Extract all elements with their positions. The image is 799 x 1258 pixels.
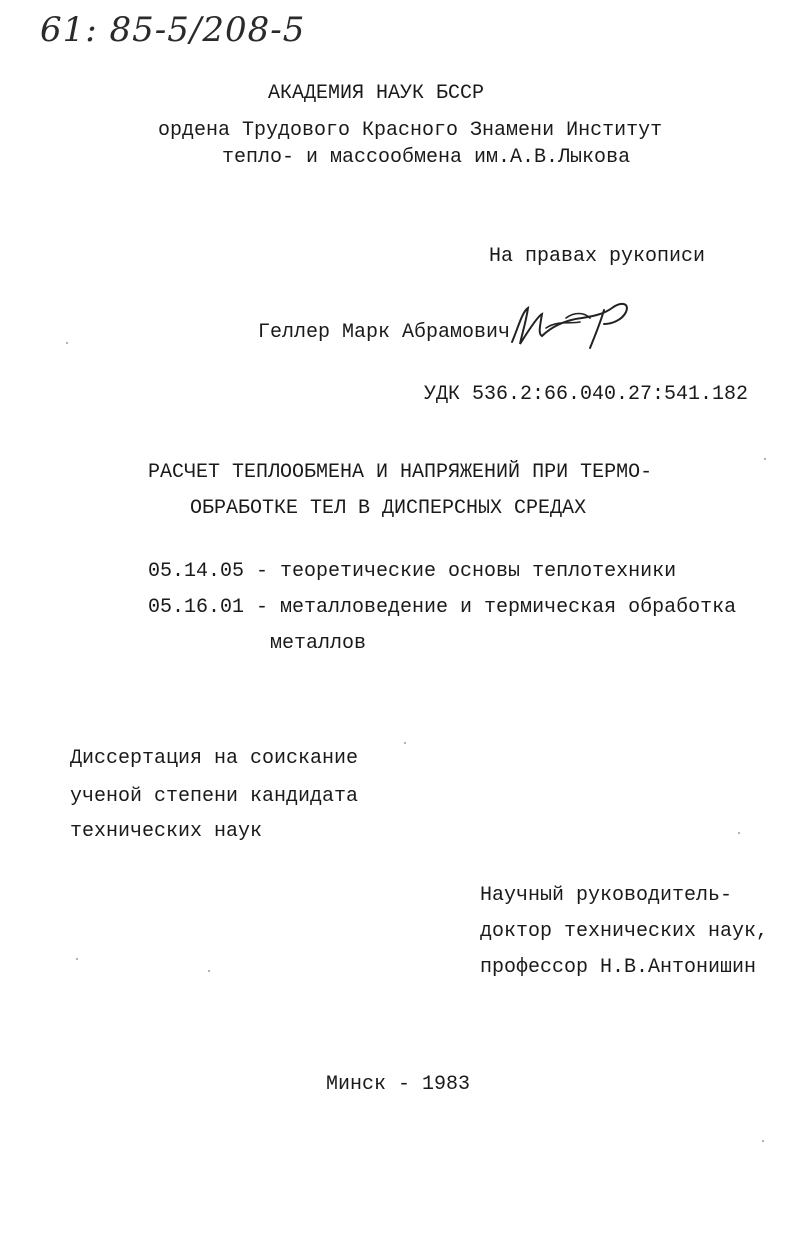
scan-speck [66,342,68,344]
institute-line-1: ордена Трудового Красного Знамени Институт [158,119,663,142]
specialty-2: 05.16.01 - металловедение и термическая обработка [148,596,737,619]
supervisor-line-3: профессор Н.В.Антонишин [480,956,757,979]
specialty-2-continuation: металлов [270,632,367,655]
scan-speck [738,832,740,834]
scan-speck [76,958,78,960]
dissertation-line-1: Диссертация на соискание [70,747,359,770]
udk-code: УДК 536.2:66.040.27:541.182 [424,383,749,406]
signature-icon [508,298,636,350]
footer-city-year: Минск - 1983 [326,1073,471,1096]
scan-speck [762,1140,764,1142]
institute-line-2: тепло- и массообмена им.А.В.Лыкова [222,146,631,169]
dissertation-line-3: технических наук [70,820,263,843]
scan-speck [208,970,210,972]
dissertation-line-2: ученой степени кандидата [70,785,359,808]
author-name: Геллер Марк Абрамович [258,321,511,344]
supervisor-line-2: доктор технических наук, [480,920,769,943]
specialty-1: 05.14.05 - теоретические основы теплотехники [148,560,677,583]
manuscript-rights: На правах рукописи [489,245,706,268]
supervisor-line-1: Научный руководитель- [480,884,733,907]
academy-heading: АКАДЕМИЯ НАУК БССР [268,82,485,105]
title-line-1: РАСЧЕТ ТЕПЛООБМЕНА И НАПРЯЖЕНИЙ ПРИ ТЕРМО- [148,461,653,484]
scan-speck [764,458,766,460]
handwritten-code: 61: 85-5/208-5 [40,10,306,50]
title-line-2: ОБРАБОТКЕ ТЕЛ В ДИСПЕРСНЫХ СРЕДАХ [190,497,587,520]
scan-speck [404,742,406,744]
